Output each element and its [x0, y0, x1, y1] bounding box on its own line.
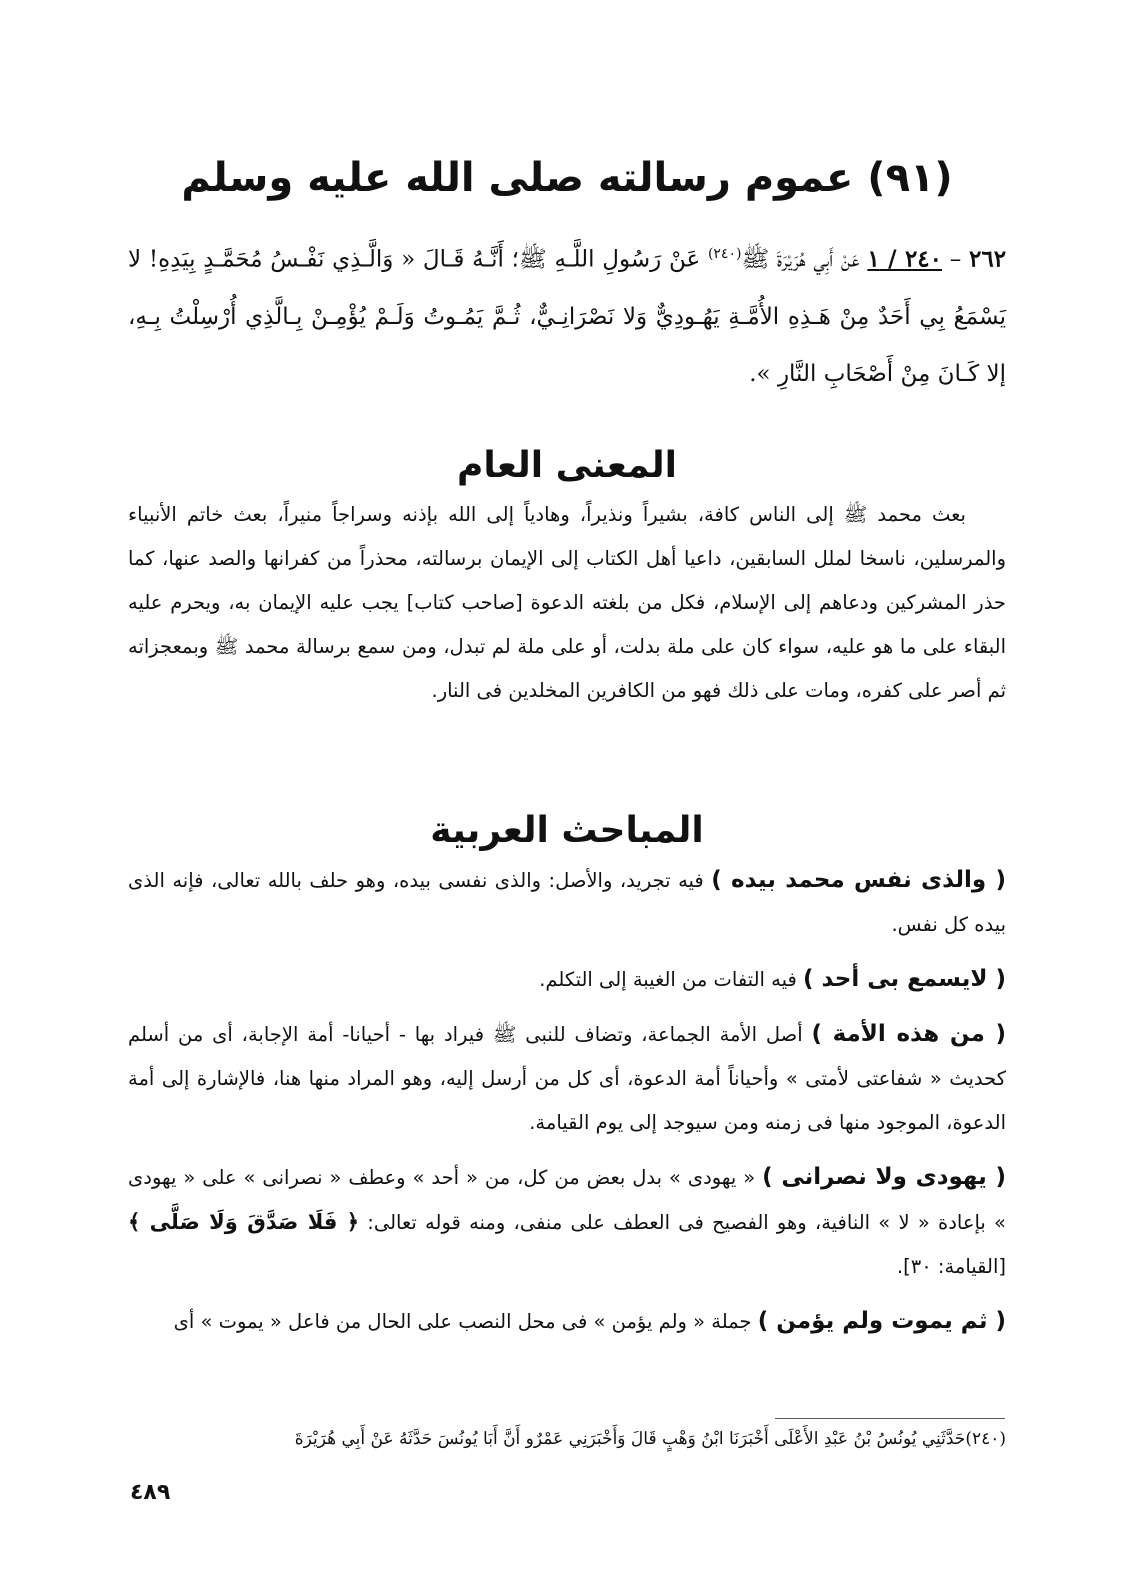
analysis-item	[128, 1155, 1006, 1289]
analysis-item	[128, 957, 1006, 1002]
analysis-explanation: أصل الأمة الجماعة، وتضاف للنبى ﷺ فيراد بها - أحيانا- أمة الإجابة، أى من أسلم كحديث « شفاعتى لأمتى » وأحياناً أمة الدعوة، أى كل من أرسل إليه، وهو المراد منها هنا، فالإشارة إلى أمة الدعوة، الموجود منها فى زمنه ومن سيوجد إلى يوم القيامة.	[128, 1023, 1006, 1134]
analysis-item	[128, 1299, 1006, 1344]
chapter-title: (٩١) عموم رسالته صلى الله عليه وسلم	[181, 154, 953, 201]
analysis-item	[128, 858, 1006, 947]
analysis-item	[128, 1012, 1006, 1145]
analysis-explanation: جملة « ولم يؤمن » فى محل النصب على الحال من فاعل « يموت » أى	[173, 1310, 758, 1333]
analysis-term: ( والذى نفس محمد بيده )	[711, 867, 1006, 893]
general-meaning-heading: المعنى العام	[456, 444, 678, 486]
hadith-text	[128, 226, 1006, 403]
hadith-dash: –	[949, 246, 962, 273]
general-meaning-text: بعث محمد ﷺ إلى الناس كافة، بشيراً ونذيراً، وهادياً إلى الله بإذنه وسراجاً منيراً، بعث خاتم الأنبياء والمرسلين، ناسخا لملل السابقين، داعيا أهل الكتاب إلى الإيمان برسالته، محذراً من كفرانها والصد عنها، كما حذر المشركين ودعاهم إلى الإسلام، فكل من بلغته الدعوة [صاحب كتاب] يجب عليه الإيمان به، ويحرم عليه البقاء على ما هو عليه، سواء كان على ملة بدلت، أو على ملة لم تبدل، ومن سمع برسالة محمد ﷺ وبمعجزاته ثم أصر على كفره، ومات على ذلك فهو من الكافرين المخلدين فى النار.	[128, 503, 1006, 702]
analysis-heading: المباحث العربية	[430, 809, 704, 851]
footnote: (٢٤٠)حَدَّثَنِي يُونُسُ بْنُ عَبْدِ الأَعْلَى أَخْبَرَنَا ابْنُ وَهْبٍ قَالَ وَأَخْبَرَنِي عَمْرٌو أَنَّ أَبَا يُونُسَ حَدَّثَهُ عَنْ أَبِي هُرَيْرَةَ	[294, 1429, 1006, 1449]
analysis-term: ( ثم يموت ولم يؤمن )	[757, 1308, 1006, 1334]
footnote-marker: (٢٤٠)	[707, 246, 742, 262]
analysis-section	[128, 858, 1006, 1354]
page-number: ٤٨٩	[130, 1480, 171, 1505]
analysis-term: ( من هذه الأمة )	[811, 1021, 1006, 1047]
hadith-body: عَنْ رَسُولِ اللَّـهِ ﷺ؛ أَنَّـهُ قَـالَ « وَالَّـذِي نَفْـسُ مُحَمَّـدٍ بِيَدِهِ! لا يَسْمَعُ بِي أَحَدٌ مِنْ هَـذِهِ الأُمَّـةِ يَهُـودِيٌّ وَلا نَصْرَانِـيٌّ، ثُـمَّ يَمُـوتُ وَلَـمْ يُؤْمِـنْ بِـالَّذِي أُرْسِلْتُ بِـهِ، إلا كَـانَ مِنْ أَصْحَابِ النَّارِ ».	[128, 246, 1006, 387]
quran-quote: ﴿ فَلَا صَدَّقَ وَلَا صَلَّى ﴾	[128, 1210, 360, 1234]
analysis-explanation: فيه التفات من الغيبة إلى التكلم.	[539, 968, 803, 991]
analysis-term: ( لايسمع بى أحد )	[802, 966, 1006, 992]
analysis-term: ( يهودى ولا نصرانى )	[762, 1164, 1006, 1190]
quran-citation: [القيامة: ٣٠].	[896, 1255, 1006, 1278]
hadith-narrator: عَنْ أَبِي هُرَيْرَةَ ﷺ	[741, 246, 860, 273]
hadith-reference-fraction: ٢٤٠ / ١	[867, 245, 943, 273]
analysis-explanation: « يهودى » بدل بعض من كل، من « أحد » وعطف « نصرانى » على « يهودى » بإعادة « لا » النافية، وهو الفصيح فى العطف على منفى، ومنه قوله تعالى:	[128, 1166, 1006, 1234]
analysis-explanation: فيه تجريد، والأصل: والذى نفسى بيده، وهو حلف بالله تعالى، فإنه الذى بيده كل نفس.	[128, 869, 1006, 936]
hadith-number: ٢٦٢	[968, 245, 1007, 273]
footnote-divider	[775, 1418, 1005, 1419]
